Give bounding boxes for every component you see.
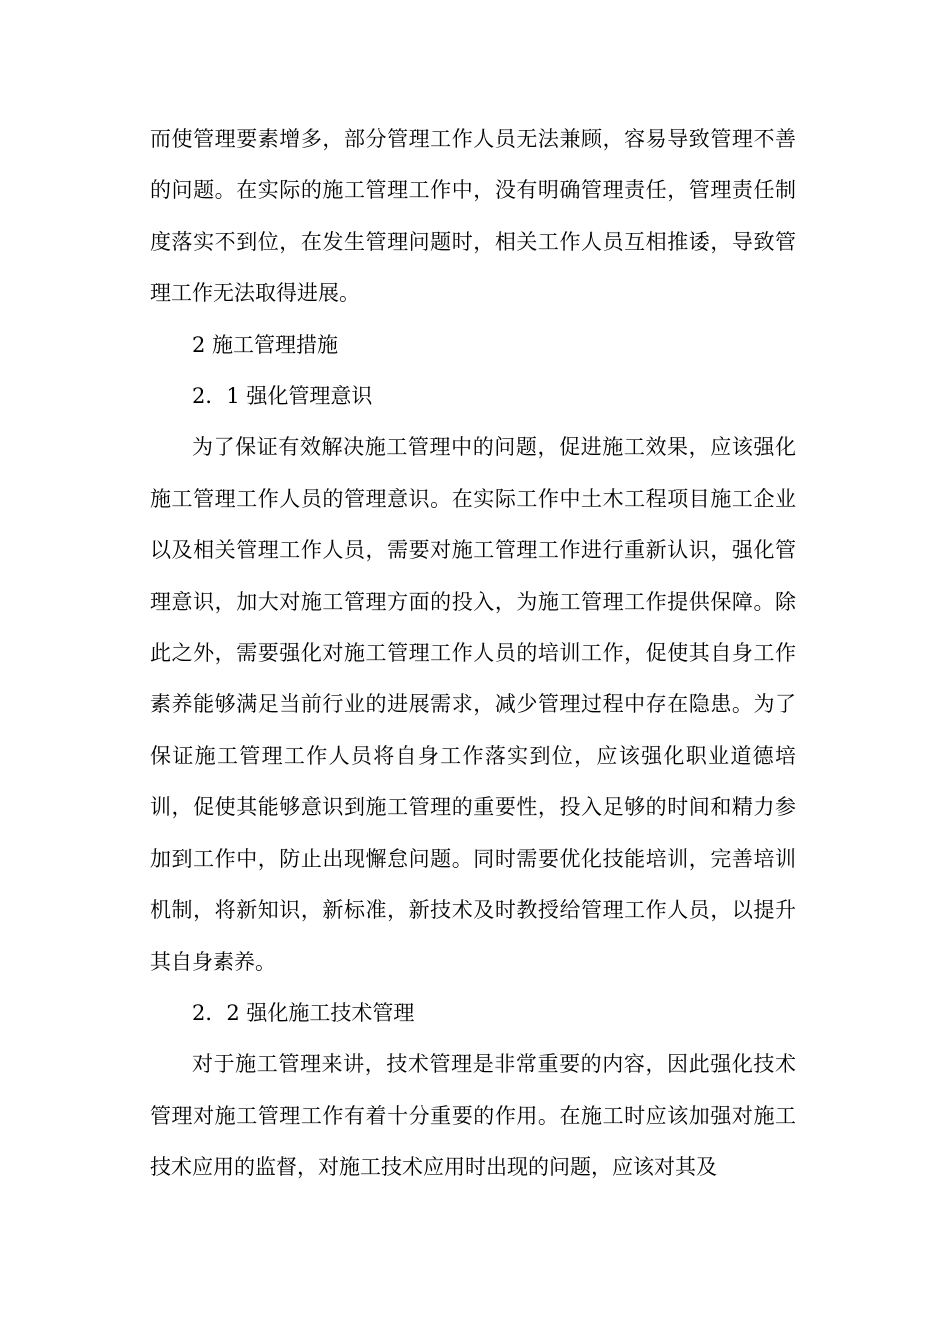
body-paragraph: 为了保证有效解决施工管理中的问题，促进施工效果，应该强化施工管理工作人员的管理意识。在实际工作中土木工程项目施工企业以及相关管理工作人员，需要对施工管理工作进行重新认识，强化管理意识，加大对施工管理方面的投入，为施工管理工作提供保障。除此之外，需要强化对施工管理工作人员的培训工作，促使其自身工作素养能够满足当前行业的进展需求，减少管理过程中存在隐患。为了保证施工管理工作人员将自身工作落实到位，应该强化职业道德培训，促使其能够意识到施工管理的重要性，投入足够的时间和精力参加到工作中，防止出现懈怠问题。同时需要优化技能培训，完善培训机制，将新知识，新标准，新技术及时教授给管理工作人员，以提升其自身素养。 xyxy=(150,435,796,974)
body-paragraph: 对于施工管理来讲，技术管理是非常重要的内容，因此强化技术管理对施工管理工作有着十分重要的作用。在施工时应该加强对施工技术应用的监督，对施工技术应用时出现的问题，应该对其及 xyxy=(150,1052,796,1180)
subsection-heading: 2．2 强化施工技术管理 xyxy=(192,1000,415,1025)
section-heading: 2 施工管理措施 xyxy=(192,332,339,357)
subsection-heading: 2．1 强化管理意识 xyxy=(192,384,373,409)
document-body xyxy=(150,114,796,1194)
body-paragraph: 而使管理要素增多，部分管理工作人员无法兼顾，容易导致管理不善的问题。在实际的施工管理工作中，没有明确管理责任，管理责任制度落实不到位，在发生管理问题时，相关工作人员互相推诿，导致管理工作无法取得进展。 xyxy=(150,127,796,306)
